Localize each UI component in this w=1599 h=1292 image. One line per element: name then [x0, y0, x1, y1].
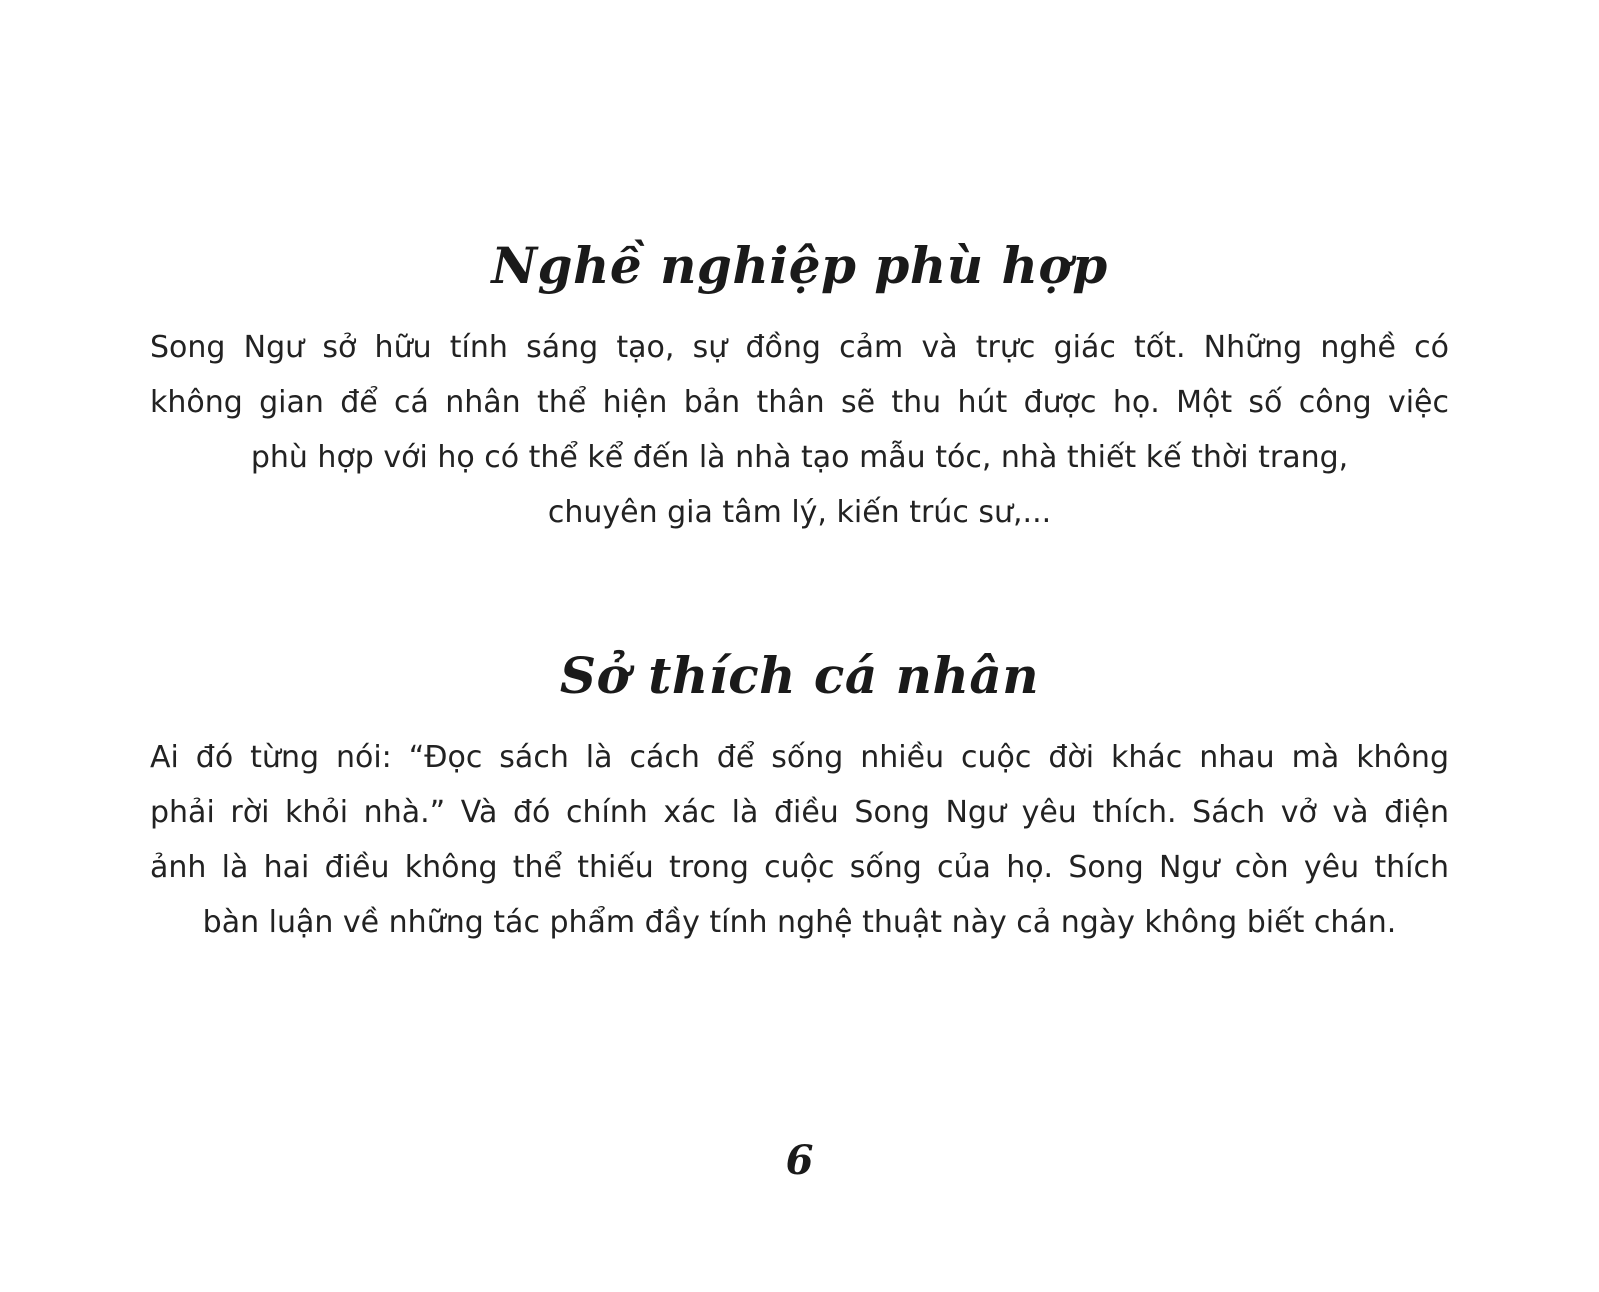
section-title-hobbies: Sở thích cá nhân	[559, 646, 1040, 705]
section-paragraph-hobbies	[150, 730, 1449, 950]
section-paragraph-career	[150, 320, 1449, 540]
paragraph-line: Song Ngư sở hữu tính sáng tạo, sự đồng cảm và trực giác tốt. Những nghề có	[150, 330, 1449, 365]
paragraph-line: Ai đó từng nói: “Đọc sách là cách để sống nhiều cuộc đời khác nhau mà không	[150, 740, 1449, 775]
paragraph-line: ảnh là hai điều không thể thiếu trong cuộc sống của họ. Song Ngư còn yêu thích	[150, 850, 1449, 885]
page-number: 6	[785, 1137, 814, 1184]
paragraph-line: không gian để cá nhân thể hiện bản thân sẽ thu hút được họ. Một số công việc	[150, 385, 1449, 420]
paragraph-line: chuyên gia tâm lý, kiến trúc sư,...	[547, 495, 1052, 530]
paragraph-line: phù hợp với họ có thể kể đến là nhà tạo mẫu tóc, nhà thiết kế thời trang,	[250, 440, 1349, 475]
paragraph-line: bàn luận về những tác phẩm đầy tính nghệ thuật này cả ngày không biết chán.	[202, 905, 1397, 940]
section-title-career: Nghề nghiệp phù hợp	[491, 236, 1108, 295]
paragraph-line: phải rời khỏi nhà.” Và đó chính xác là điều Song Ngư yêu thích. Sách vở và điện	[150, 795, 1449, 830]
